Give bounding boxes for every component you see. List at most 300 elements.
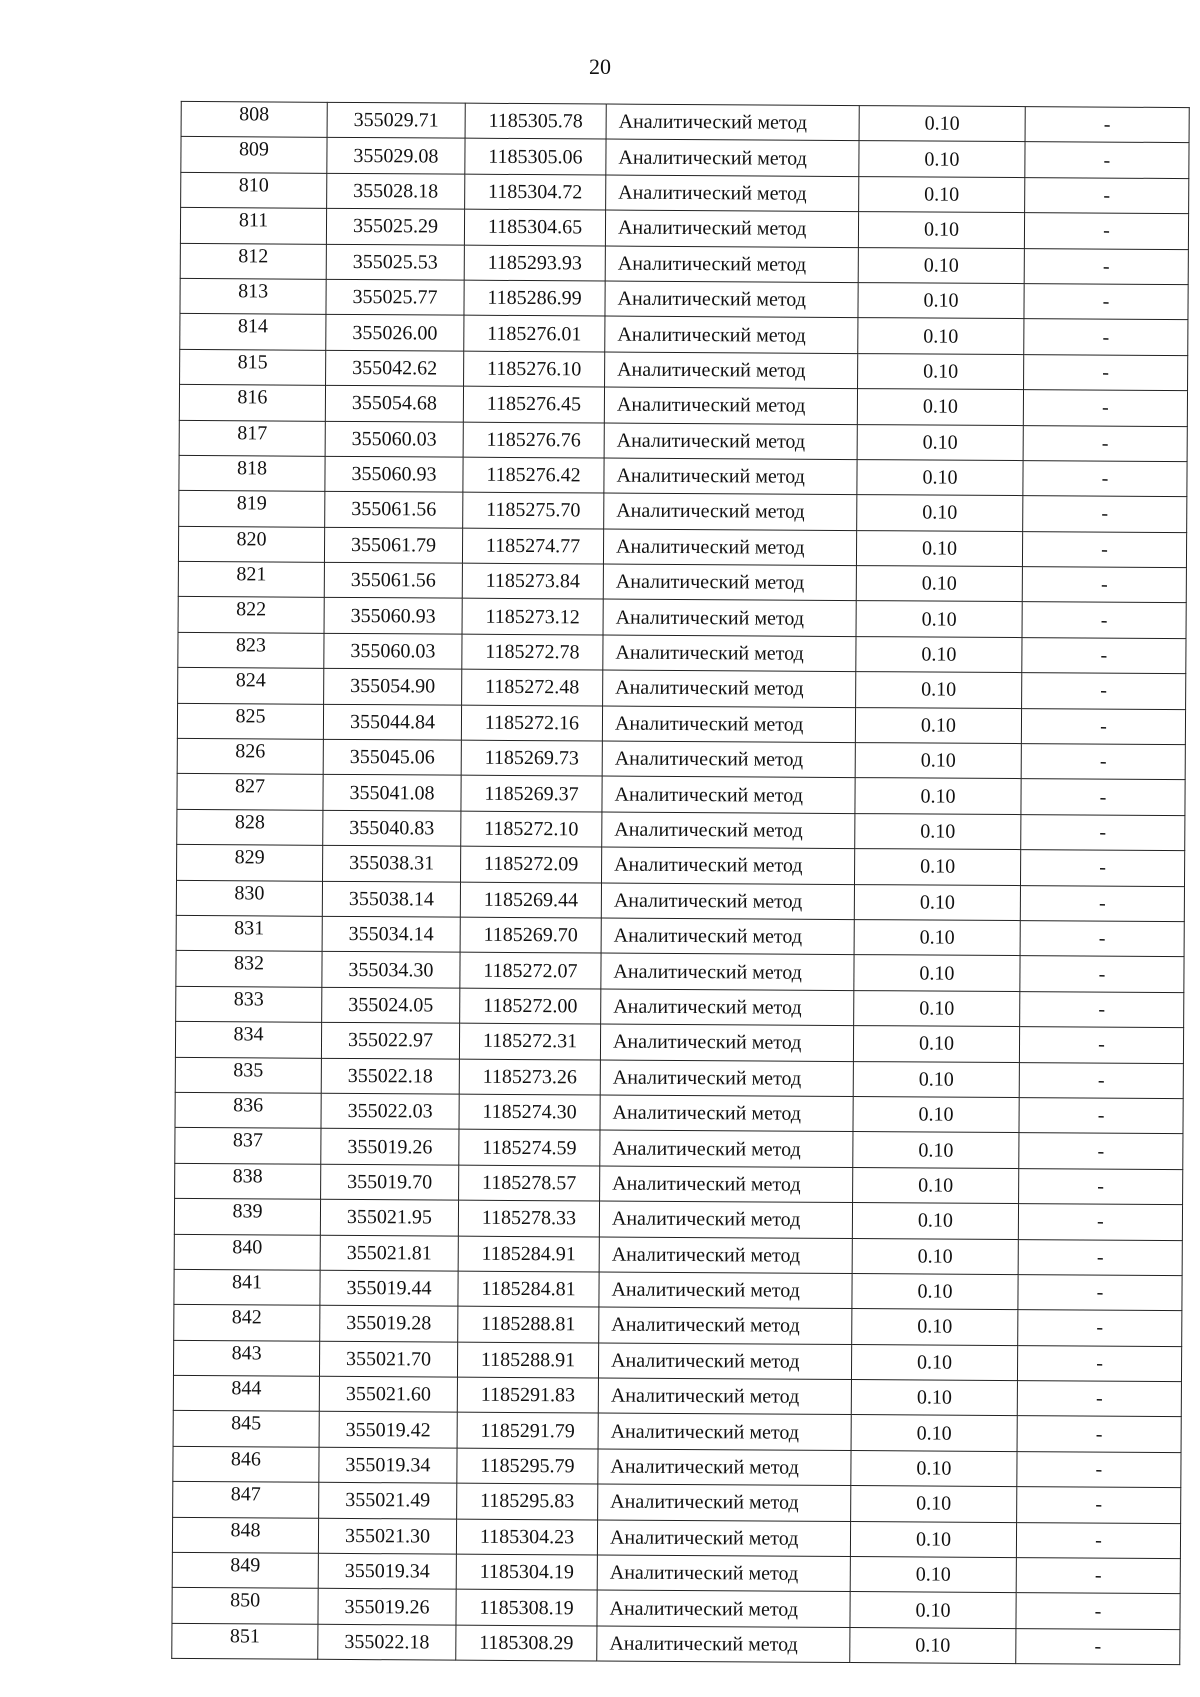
accuracy-cell: 0.10 [856, 601, 1022, 637]
method-cell: Аналитический метод [599, 1272, 852, 1309]
accuracy-cell: 0.10 [853, 1132, 1019, 1168]
x-coordinate-cell: 355022.18 [318, 1624, 456, 1660]
note-cell: - [1023, 390, 1187, 426]
method-cell: Аналитический метод [602, 812, 855, 849]
x-coordinate-cell: 355021.95 [320, 1199, 458, 1235]
x-coordinate-cell: 355019.44 [320, 1270, 458, 1306]
x-coordinate-cell: 355054.68 [325, 385, 463, 421]
x-coordinate-cell: 355060.93 [324, 598, 462, 634]
accuracy-cell: 0.10 [855, 707, 1021, 743]
point-number-cell: 813 [180, 278, 326, 314]
method-cell: Аналитический метод [600, 1024, 853, 1061]
table-row [180, 349, 1188, 391]
accuracy-cell: 0.10 [856, 566, 1022, 602]
method-cell: Аналитический метод [601, 883, 854, 920]
accuracy-cell: 0.10 [856, 672, 1022, 708]
method-cell: Аналитический метод [602, 741, 855, 778]
accuracy-cell: 0.10 [859, 106, 1025, 142]
point-number-cell: 831 [176, 915, 322, 951]
table-row [178, 526, 1186, 568]
point-number-cell: 821 [178, 562, 324, 598]
y-coordinate-cell: 1185304.65 [464, 209, 605, 245]
note-cell: - [1020, 991, 1184, 1027]
method-cell: Аналитический метод [597, 1520, 850, 1557]
point-number-cell: 838 [175, 1163, 321, 1199]
x-coordinate-cell: 355021.81 [320, 1235, 458, 1271]
accuracy-cell: 0.10 [857, 389, 1023, 425]
method-cell: Аналитический метод [600, 1060, 853, 1097]
method-cell: Аналитический метод [598, 1484, 851, 1521]
method-cell: Аналитический метод [600, 1130, 853, 1167]
accuracy-cell: 0.10 [859, 176, 1025, 212]
method-cell: Аналитический метод [600, 1095, 853, 1132]
y-coordinate-cell: 1185291.83 [457, 1377, 598, 1413]
method-cell: Аналитический метод [597, 1626, 850, 1663]
table-row [174, 1234, 1182, 1276]
x-coordinate-cell: 355028.18 [327, 173, 465, 209]
accuracy-cell: 0.10 [859, 141, 1025, 177]
x-coordinate-cell: 355054.90 [324, 669, 462, 705]
method-cell: Аналитический метод [603, 635, 856, 672]
accuracy-cell: 0.10 [854, 955, 1020, 991]
note-cell: - [1024, 354, 1188, 390]
table-row [174, 1305, 1182, 1347]
point-number-cell: 843 [173, 1340, 319, 1376]
table-row [180, 278, 1188, 320]
y-coordinate-cell: 1185273.26 [459, 1059, 600, 1095]
table-row [179, 455, 1187, 497]
y-coordinate-cell: 1185272.00 [460, 988, 601, 1024]
x-coordinate-cell: 355029.08 [327, 138, 465, 174]
point-number-cell: 808 [181, 101, 327, 137]
note-cell: - [1023, 425, 1187, 461]
table-row [179, 420, 1187, 462]
y-coordinate-cell: 1185272.10 [461, 811, 602, 847]
method-cell: Аналитический метод [605, 210, 858, 247]
note-cell: - [1016, 1558, 1180, 1594]
table-row [180, 208, 1188, 250]
table-row [176, 880, 1184, 922]
note-cell: - [1022, 602, 1186, 638]
y-coordinate-cell: 1185304.19 [456, 1554, 597, 1590]
accuracy-cell: 0.10 [855, 743, 1021, 779]
note-cell: - [1018, 1310, 1182, 1346]
x-coordinate-cell: 355029.71 [327, 102, 465, 138]
note-cell: - [1023, 460, 1187, 496]
point-number-cell: 850 [172, 1588, 318, 1624]
y-coordinate-cell: 1185276.42 [463, 457, 604, 493]
point-number-cell: 826 [177, 738, 323, 774]
accuracy-cell: 0.10 [854, 920, 1020, 956]
note-cell: - [1019, 1062, 1183, 1098]
accuracy-cell: 0.10 [857, 459, 1023, 495]
y-coordinate-cell: 1185269.37 [461, 776, 602, 812]
note-cell: - [1020, 850, 1184, 886]
x-coordinate-cell: 355021.49 [319, 1483, 457, 1519]
note-cell: - [1016, 1522, 1180, 1558]
table-row [174, 1269, 1182, 1311]
x-coordinate-cell: 355060.03 [324, 633, 462, 669]
table-row [172, 1517, 1180, 1559]
y-coordinate-cell: 1185272.16 [461, 705, 602, 741]
note-cell: - [1017, 1451, 1181, 1487]
accuracy-cell: 0.10 [853, 1167, 1019, 1203]
note-cell: - [1016, 1628, 1180, 1664]
x-coordinate-cell: 355042.62 [326, 350, 464, 386]
accuracy-cell: 0.10 [852, 1238, 1018, 1274]
note-cell: - [1020, 956, 1184, 992]
method-cell: Аналитический метод [598, 1343, 851, 1380]
table-row [175, 1092, 1183, 1134]
note-cell: - [1020, 885, 1184, 921]
method-cell: Аналитический метод [604, 387, 857, 424]
note-cell: - [1017, 1487, 1181, 1523]
note-cell: - [1022, 637, 1186, 673]
y-coordinate-cell: 1185295.83 [457, 1483, 598, 1519]
x-coordinate-cell: 355045.06 [323, 739, 461, 775]
note-cell: - [1021, 779, 1185, 815]
y-coordinate-cell: 1185269.70 [460, 917, 601, 953]
table-row [173, 1446, 1181, 1488]
method-cell: Аналитический метод [599, 1307, 852, 1344]
note-cell: - [1021, 708, 1185, 744]
table-row [173, 1375, 1181, 1417]
table-row [179, 385, 1187, 427]
point-number-cell: 820 [178, 526, 324, 562]
method-cell: Аналитический метод [606, 175, 859, 212]
y-coordinate-cell: 1185291.79 [457, 1413, 598, 1449]
accuracy-cell: 0.10 [851, 1344, 1017, 1380]
point-number-cell: 829 [177, 845, 323, 881]
y-coordinate-cell: 1185293.93 [464, 245, 605, 281]
method-cell: Аналитический метод [603, 670, 856, 707]
point-number-cell: 841 [174, 1269, 320, 1305]
method-cell: Аналитический метод [605, 352, 858, 389]
x-coordinate-cell: 355022.97 [321, 1022, 459, 1058]
table-row [177, 774, 1185, 816]
y-coordinate-cell: 1185288.91 [457, 1342, 598, 1378]
table-row [178, 562, 1186, 604]
point-number-cell: 845 [173, 1411, 319, 1447]
method-cell: Аналитический метод [606, 104, 859, 141]
table-row [173, 1411, 1181, 1453]
y-coordinate-cell: 1185272.07 [460, 953, 601, 989]
x-coordinate-cell: 355024.05 [322, 987, 460, 1023]
table-row [173, 1340, 1181, 1382]
table-row [175, 1128, 1183, 1170]
method-cell: Аналитический метод [601, 953, 854, 990]
method-cell: Аналитический метод [603, 564, 856, 601]
accuracy-cell: 0.10 [850, 1627, 1016, 1663]
point-number-cell: 849 [172, 1552, 318, 1588]
accuracy-cell: 0.10 [854, 884, 1020, 920]
y-coordinate-cell: 1185274.59 [459, 1129, 600, 1165]
x-coordinate-cell: 355061.56 [324, 562, 462, 598]
note-cell: - [1023, 496, 1187, 532]
note-cell: - [1021, 744, 1185, 780]
accuracy-cell: 0.10 [851, 1450, 1017, 1486]
accuracy-cell: 0.10 [857, 495, 1023, 531]
accuracy-cell: 0.10 [858, 283, 1024, 319]
method-cell: Аналитический метод [601, 918, 854, 955]
method-cell: Аналитический метод [604, 458, 857, 495]
y-coordinate-cell: 1185273.84 [462, 563, 603, 599]
table-row [181, 172, 1189, 214]
point-number-cell: 844 [173, 1375, 319, 1411]
point-number-cell: 815 [180, 349, 326, 385]
accuracy-cell: 0.10 [857, 424, 1023, 460]
table-row [180, 243, 1188, 285]
accuracy-cell: 0.10 [850, 1592, 1016, 1628]
y-coordinate-cell: 1185278.57 [459, 1165, 600, 1201]
x-coordinate-cell: 355060.93 [325, 456, 463, 492]
accuracy-cell: 0.10 [852, 1309, 1018, 1345]
note-cell: - [1024, 319, 1188, 355]
point-number-cell: 833 [176, 986, 322, 1022]
y-coordinate-cell: 1185305.06 [465, 139, 606, 175]
point-number-cell: 822 [178, 597, 324, 633]
method-cell: Аналитический метод [600, 1166, 853, 1203]
table-row [177, 738, 1185, 780]
note-cell: - [1025, 107, 1189, 143]
y-coordinate-cell: 1185304.72 [465, 174, 606, 210]
table-row [178, 597, 1186, 639]
x-coordinate-cell: 355021.60 [319, 1376, 457, 1412]
y-coordinate-cell: 1185278.33 [458, 1200, 599, 1236]
accuracy-cell: 0.10 [856, 636, 1022, 672]
note-cell: - [1022, 673, 1186, 709]
x-coordinate-cell: 355041.08 [323, 775, 461, 811]
accuracy-cell: 0.10 [853, 1026, 1019, 1062]
x-coordinate-cell: 355019.26 [321, 1129, 459, 1165]
method-cell: Аналитический метод [598, 1378, 851, 1415]
x-coordinate-cell: 355022.03 [321, 1093, 459, 1129]
method-cell: Аналитический метод [597, 1555, 850, 1592]
x-coordinate-cell: 355021.30 [318, 1518, 456, 1554]
method-cell: Аналитический метод [602, 847, 855, 884]
note-cell: - [1017, 1416, 1181, 1452]
point-number-cell: 832 [176, 951, 322, 987]
note-cell: - [1022, 567, 1186, 603]
coordinates-table [171, 101, 1189, 1665]
table-row [178, 632, 1186, 674]
accuracy-cell: 0.10 [854, 990, 1020, 1026]
y-coordinate-cell: 1185305.78 [465, 103, 606, 139]
note-cell: - [1022, 531, 1186, 567]
method-cell: Аналитический метод [605, 246, 858, 283]
method-cell: Аналитический метод [601, 989, 854, 1026]
y-coordinate-cell: 1185274.77 [462, 528, 603, 564]
point-number-cell: 828 [177, 809, 323, 845]
y-coordinate-cell: 1185276.76 [463, 422, 604, 458]
accuracy-cell: 0.10 [851, 1380, 1017, 1416]
point-number-cell: 840 [174, 1234, 320, 1270]
method-cell: Аналитический метод [603, 529, 856, 566]
point-number-cell: 823 [178, 632, 324, 668]
method-cell: Аналитический метод [599, 1201, 852, 1238]
y-coordinate-cell: 1185288.81 [458, 1306, 599, 1342]
x-coordinate-cell: 355025.29 [326, 208, 464, 244]
point-number-cell: 825 [177, 703, 323, 739]
method-cell: Аналитический метод [598, 1449, 851, 1486]
y-coordinate-cell: 1185272.48 [462, 669, 603, 705]
table-row [172, 1623, 1180, 1665]
note-cell: - [1024, 213, 1188, 249]
note-cell: - [1018, 1204, 1182, 1240]
x-coordinate-cell: 355025.77 [326, 279, 464, 315]
point-number-cell: 811 [180, 208, 326, 244]
point-number-cell: 816 [179, 385, 325, 421]
table-row [172, 1588, 1180, 1630]
table-row [177, 703, 1185, 745]
accuracy-cell: 0.10 [858, 318, 1024, 354]
y-coordinate-cell: 1185275.70 [463, 492, 604, 528]
x-coordinate-cell: 355034.30 [322, 952, 460, 988]
accuracy-cell: 0.10 [853, 1096, 1019, 1132]
method-cell: Аналитический метод [606, 139, 859, 176]
accuracy-cell: 0.10 [854, 849, 1020, 885]
note-cell: - [1019, 1027, 1183, 1063]
y-coordinate-cell: 1185276.10 [464, 351, 605, 387]
x-coordinate-cell: 355019.34 [319, 1447, 457, 1483]
y-coordinate-cell: 1185276.01 [464, 316, 605, 352]
accuracy-cell: 0.10 [851, 1415, 1017, 1451]
accuracy-cell: 0.10 [856, 530, 1022, 566]
y-coordinate-cell: 1185272.78 [462, 634, 603, 670]
x-coordinate-cell: 355019.26 [318, 1589, 456, 1625]
method-cell: Аналитический метод [602, 706, 855, 743]
point-number-cell: 842 [174, 1305, 320, 1341]
x-coordinate-cell: 355044.84 [323, 704, 461, 740]
method-cell: Аналитический метод [604, 423, 857, 460]
table-row [174, 1199, 1182, 1241]
point-number-cell: 810 [181, 172, 327, 208]
note-cell: - [1024, 284, 1188, 320]
table-row [175, 1057, 1183, 1099]
page-number: 20 [589, 54, 611, 79]
note-cell: - [1025, 142, 1189, 178]
point-number-cell: 814 [180, 314, 326, 350]
table-row [175, 1163, 1183, 1205]
note-cell: - [1018, 1274, 1182, 1310]
table-row [172, 1552, 1180, 1594]
y-coordinate-cell: 1185295.79 [457, 1448, 598, 1484]
accuracy-cell: 0.10 [858, 212, 1024, 248]
accuracy-cell: 0.10 [852, 1273, 1018, 1309]
point-number-cell: 819 [179, 491, 325, 527]
y-coordinate-cell: 1185304.23 [456, 1519, 597, 1555]
point-number-cell: 830 [176, 880, 322, 916]
point-number-cell: 817 [179, 420, 325, 456]
method-cell: Аналитический метод [604, 493, 857, 530]
point-number-cell: 847 [173, 1482, 319, 1518]
y-coordinate-cell: 1185276.45 [463, 386, 604, 422]
x-coordinate-cell: 355019.42 [319, 1412, 457, 1448]
coordinates-table-body [172, 101, 1189, 1664]
y-coordinate-cell: 1185308.29 [456, 1625, 597, 1661]
accuracy-cell: 0.10 [850, 1557, 1016, 1593]
accuracy-cell: 0.10 [851, 1486, 1017, 1522]
note-cell: - [1019, 1133, 1183, 1169]
accuracy-cell: 0.10 [855, 813, 1021, 849]
x-coordinate-cell: 355040.83 [323, 810, 461, 846]
x-coordinate-cell: 355019.28 [320, 1306, 458, 1342]
y-coordinate-cell: 1185273.12 [462, 599, 603, 635]
table-row [179, 491, 1187, 533]
x-coordinate-cell: 355061.56 [325, 492, 463, 528]
x-coordinate-cell: 355061.79 [324, 527, 462, 563]
point-number-cell: 848 [172, 1517, 318, 1553]
method-cell: Аналитический метод [597, 1590, 850, 1627]
x-coordinate-cell: 355038.14 [322, 881, 460, 917]
accuracy-cell: 0.10 [853, 1061, 1019, 1097]
note-cell: - [1025, 177, 1189, 213]
note-cell: - [1018, 1239, 1182, 1275]
x-coordinate-cell: 355060.03 [325, 421, 463, 457]
method-cell: Аналитический метод [605, 316, 858, 353]
point-number-cell: 851 [172, 1623, 318, 1659]
table-row [175, 1022, 1183, 1064]
x-coordinate-cell: 355021.70 [319, 1341, 457, 1377]
x-coordinate-cell: 355022.18 [321, 1058, 459, 1094]
point-number-cell: 809 [181, 137, 327, 173]
note-cell: - [1020, 921, 1184, 957]
table-row [178, 668, 1186, 710]
y-coordinate-cell: 1185286.99 [464, 280, 605, 316]
point-number-cell: 812 [180, 243, 326, 279]
x-coordinate-cell: 355034.14 [322, 916, 460, 952]
y-coordinate-cell: 1185308.19 [456, 1590, 597, 1626]
table-row [177, 845, 1185, 887]
point-number-cell: 839 [174, 1199, 320, 1235]
method-cell: Аналитический метод [599, 1237, 852, 1274]
method-cell: Аналитический метод [603, 599, 856, 636]
accuracy-cell: 0.10 [858, 247, 1024, 283]
table-row [180, 314, 1188, 356]
point-number-cell: 836 [175, 1092, 321, 1128]
table-row [177, 809, 1185, 851]
method-cell: Аналитический метод [602, 776, 855, 813]
x-coordinate-cell: 355019.70 [321, 1164, 459, 1200]
y-coordinate-cell: 1185284.81 [458, 1271, 599, 1307]
note-cell: - [1024, 248, 1188, 284]
x-coordinate-cell: 355019.34 [318, 1553, 456, 1589]
y-coordinate-cell: 1185284.91 [458, 1236, 599, 1272]
y-coordinate-cell: 1185274.30 [459, 1094, 600, 1130]
y-coordinate-cell: 1185269.44 [460, 882, 601, 918]
table-row [173, 1482, 1181, 1524]
note-cell: - [1021, 814, 1185, 850]
note-cell: - [1016, 1593, 1180, 1629]
y-coordinate-cell: 1185272.09 [461, 846, 602, 882]
point-number-cell: 818 [179, 455, 325, 491]
note-cell: - [1017, 1381, 1181, 1417]
accuracy-cell: 0.10 [855, 778, 1021, 814]
y-coordinate-cell: 1185272.31 [459, 1023, 600, 1059]
method-cell: Аналитический метод [598, 1413, 851, 1450]
note-cell: - [1019, 1168, 1183, 1204]
x-coordinate-cell: 355038.31 [323, 846, 461, 882]
accuracy-cell: 0.10 [850, 1521, 1016, 1557]
x-coordinate-cell: 355025.53 [326, 244, 464, 280]
point-number-cell: 835 [175, 1057, 321, 1093]
accuracy-cell: 0.10 [852, 1203, 1018, 1239]
point-number-cell: 834 [175, 1022, 321, 1058]
point-number-cell: 827 [177, 774, 323, 810]
point-number-cell: 824 [178, 668, 324, 704]
y-coordinate-cell: 1185269.73 [461, 740, 602, 776]
note-cell: - [1019, 1098, 1183, 1134]
